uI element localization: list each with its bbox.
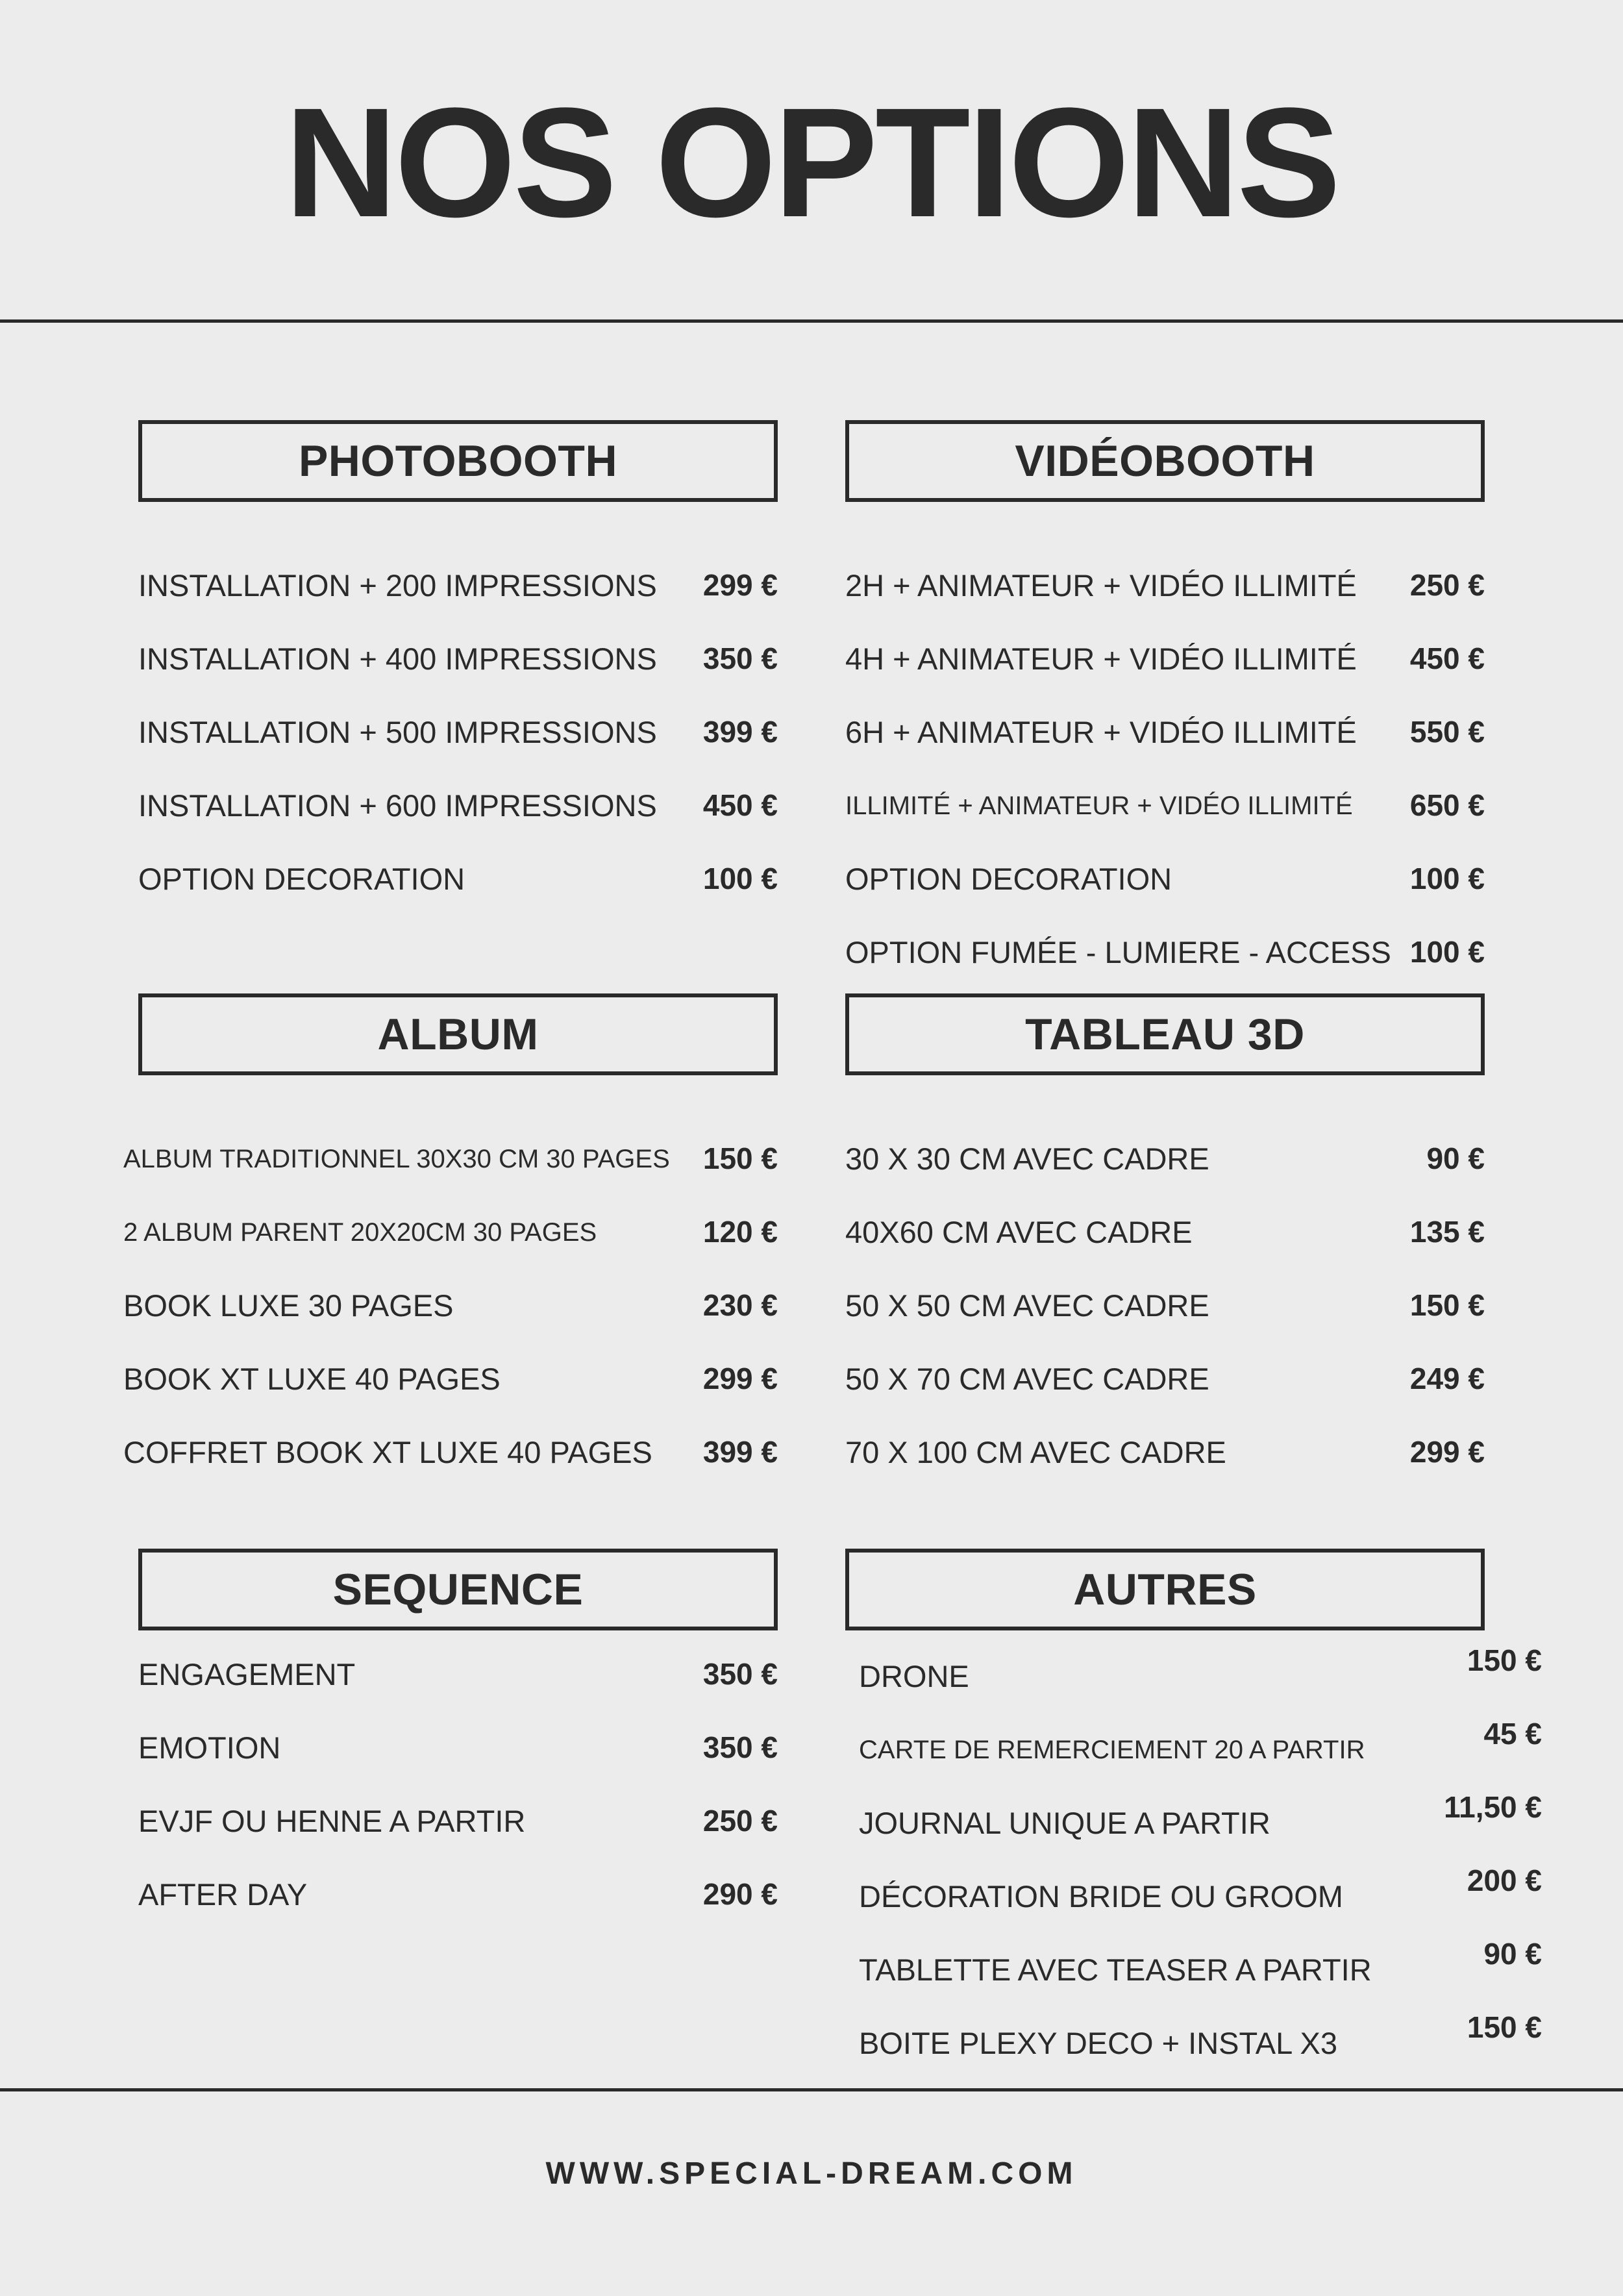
section-heading-videobooth: VIDÉOBOOTH (845, 420, 1485, 502)
item-label: 50 X 50 CM AVEC CADRE (845, 1288, 1209, 1323)
item-price: 100 € (1409, 935, 1485, 969)
section-heading-photobooth: PHOTOBOOTH (138, 420, 778, 502)
item-label: 4H + ANIMATEUR + VIDÉO ILLIMITÉ (845, 642, 1357, 676)
item-price: 120 € (702, 1215, 778, 1249)
photobooth-list (138, 552, 778, 919)
item-label: EVJF OU HENNE A PARTIR (138, 1804, 526, 1838)
item-label: 50 X 70 CM AVEC CADRE (845, 1362, 1209, 1396)
list-item (138, 699, 778, 772)
list-item (859, 1643, 1542, 1716)
list-item (845, 845, 1485, 919)
list-item (123, 1125, 778, 1199)
list-item (845, 919, 1485, 992)
list-item (845, 772, 1485, 845)
item-price: 150 € (1409, 1288, 1485, 1322)
item-price: 350 € (702, 1657, 778, 1691)
list-item (138, 552, 778, 625)
item-label: AFTER DAY (138, 1877, 308, 1912)
list-item (123, 1419, 778, 1492)
item-label: CARTE DE REMERCIEMENT 20 A PARTIR (859, 1736, 1365, 1764)
item-label: 6H + ANIMATEUR + VIDÉO ILLIMITÉ (845, 715, 1357, 749)
item-label: ENGAGEMENT (138, 1657, 356, 1691)
item-price: 45 € (1483, 1717, 1542, 1751)
list-item (859, 1790, 1542, 1863)
item-price: 350 € (702, 642, 778, 675)
item-label: 2 ALBUM PARENT 20X20CM 30 PAGES (123, 1218, 597, 1247)
bottom-divider (0, 2088, 1623, 2091)
list-item (859, 1936, 1542, 2010)
list-item (859, 1863, 1542, 1936)
list-item (138, 625, 778, 699)
item-price: 249 € (1409, 1362, 1485, 1395)
top-divider (0, 319, 1623, 323)
item-label: ILLIMITÉ + ANIMATEUR + VIDÉO ILLIMITÉ (845, 792, 1353, 820)
item-price: 90 € (1426, 1142, 1485, 1175)
list-item (845, 552, 1485, 625)
item-price: 100 € (1409, 862, 1485, 895)
list-item (138, 772, 778, 845)
item-label: BOOK XT LUXE 40 PAGES (123, 1362, 501, 1396)
item-price: 230 € (702, 1288, 778, 1322)
item-label: COFFRET BOOK XT LUXE 40 PAGES (123, 1435, 652, 1469)
item-price: 650 € (1409, 788, 1485, 822)
item-label: OPTION DECORATION (138, 862, 465, 896)
item-price: 200 € (1467, 1864, 1542, 1897)
album-list (123, 1125, 778, 1492)
videobooth-list (845, 552, 1485, 992)
item-label: BOITE PLEXY DECO + INSTAL X3 (859, 2026, 1338, 2060)
page-title: NOS OPTIONS (284, 75, 1339, 249)
list-item (138, 845, 778, 919)
item-price: 250 € (1409, 568, 1485, 602)
item-price: 299 € (1409, 1435, 1485, 1469)
section-heading-autres: AUTRES (845, 1549, 1485, 1630)
section-heading-sequence: SEQUENCE (138, 1549, 778, 1630)
item-label: BOOK LUXE 30 PAGES (123, 1288, 454, 1323)
list-item (138, 1641, 778, 1714)
tableau-list (845, 1125, 1485, 1492)
item-label: 2H + ANIMATEUR + VIDÉO ILLIMITÉ (845, 568, 1357, 603)
list-item (845, 1199, 1485, 1272)
item-label: 40X60 CM AVEC CADRE (845, 1215, 1193, 1249)
item-label: JOURNAL UNIQUE A PARTIR (859, 1806, 1270, 1840)
item-label: TABLETTE AVEC TEASER A PARTIR (859, 1953, 1372, 1987)
item-price: 399 € (702, 1435, 778, 1469)
list-item (845, 1419, 1485, 1492)
list-item (123, 1345, 778, 1419)
item-label: INSTALLATION + 200 IMPRESSIONS (138, 568, 657, 603)
list-item (845, 1345, 1485, 1419)
list-item (845, 1272, 1485, 1345)
item-label: OPTION FUMÉE - LUMIERE - ACCESS (845, 935, 1391, 969)
item-label: EMOTION (138, 1730, 281, 1765)
item-label: INSTALLATION + 400 IMPRESSIONS (138, 642, 657, 676)
list-item (845, 1125, 1485, 1199)
autres-list (859, 1643, 1542, 2083)
item-label: DRONE (859, 1659, 969, 1693)
item-label: 30 X 30 CM AVEC CADRE (845, 1142, 1209, 1176)
item-label: OPTION DECORATION (845, 862, 1172, 896)
sequence-list (138, 1641, 778, 1934)
item-label: DÉCORATION BRIDE OU GROOM (859, 1879, 1343, 1914)
list-item (845, 699, 1485, 772)
list-item (859, 2010, 1542, 2083)
item-price: 550 € (1409, 715, 1485, 749)
item-price: 290 € (702, 1877, 778, 1911)
item-price: 150 € (702, 1142, 778, 1175)
list-item (859, 1716, 1542, 1790)
item-price: 299 € (702, 1362, 778, 1395)
section-heading-album: ALBUM (138, 993, 778, 1075)
list-item (138, 1788, 778, 1861)
item-price: 150 € (1467, 1643, 1542, 1677)
item-label: ALBUM TRADITIONNEL 30X30 CM 30 PAGES (123, 1145, 670, 1173)
website-link[interactable]: WWW.SPECIAL-DREAM.COM (545, 2156, 1078, 2191)
list-item (123, 1272, 778, 1345)
item-price: 100 € (702, 862, 778, 895)
item-price: 150 € (1467, 2010, 1542, 2044)
item-label: INSTALLATION + 600 IMPRESSIONS (138, 788, 657, 823)
item-price: 299 € (702, 568, 778, 602)
list-item (845, 625, 1485, 699)
item-price: 11,50 € (1444, 1790, 1542, 1824)
item-price: 135 € (1409, 1215, 1485, 1249)
list-item (138, 1861, 778, 1934)
list-item (123, 1199, 778, 1272)
item-price: 450 € (702, 788, 778, 822)
item-price: 250 € (702, 1804, 778, 1838)
item-price: 90 € (1483, 1937, 1542, 1971)
item-price: 350 € (702, 1730, 778, 1764)
item-price: 450 € (1409, 642, 1485, 675)
item-label: 70 X 100 CM AVEC CADRE (845, 1435, 1226, 1469)
section-heading-tableau-3d: TABLEAU 3D (845, 993, 1485, 1075)
item-label: INSTALLATION + 500 IMPRESSIONS (138, 715, 657, 749)
item-price: 399 € (702, 715, 778, 749)
list-item (138, 1714, 778, 1788)
